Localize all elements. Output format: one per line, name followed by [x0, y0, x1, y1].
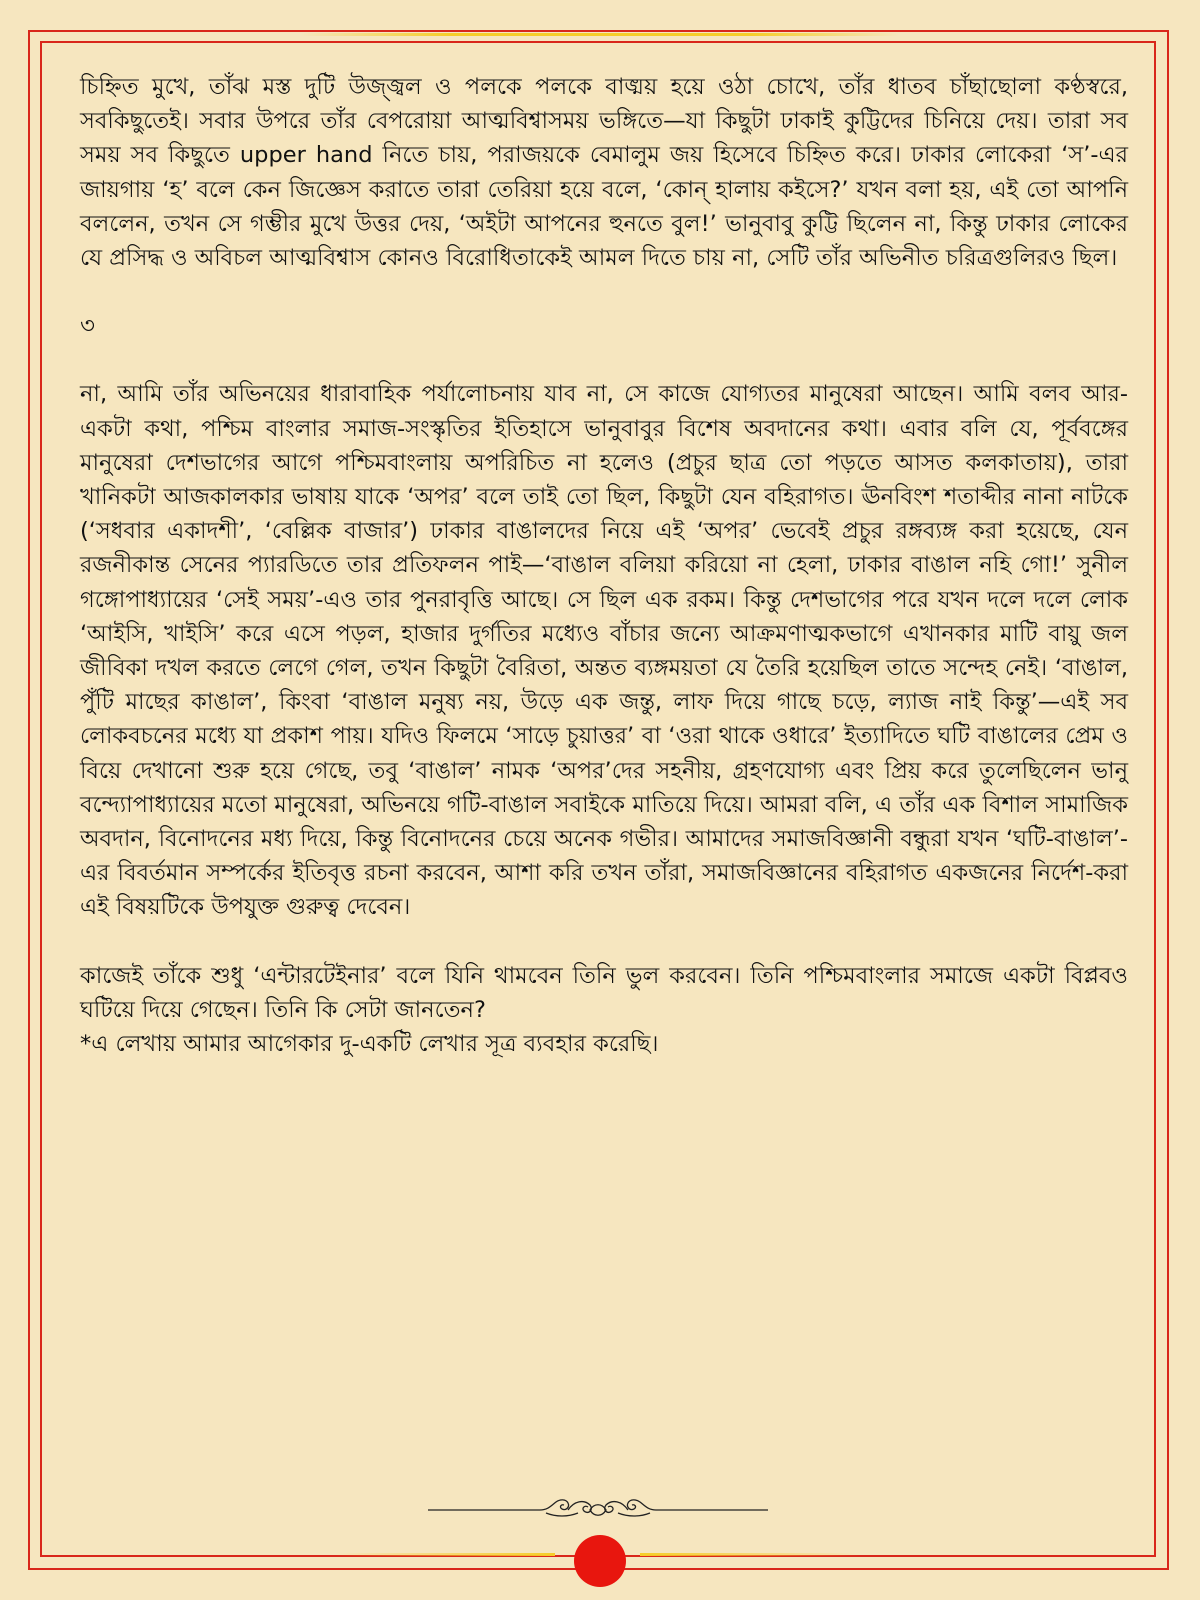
paragraph-3: কাজেই তাঁকে শুধু ‘এন্টারটেইনার’ বলে যিনি থামবেন তিনি ভুল করবেন। তিনি পশ্চিমবাংলার সমাজে একটা বিপ্লবও ঘটিয়ে দিয়ে গেছেন। তিনি কি সেটা জানতেন? — [80, 962, 1128, 1023]
bottom-gold-rule-left — [335, 1553, 555, 1556]
paragraph-spacer — [80, 343, 1128, 377]
bottom-gold-rule-right — [640, 1553, 860, 1556]
paragraph-2: না, আমি তাঁর অভিনয়ের ধারাবাহিক পর্যালোচনায় যাব না, সে কাজে যোগ্যতর মানুষেরা আছেন। আমি বলব আর-একটা কথা, পশ্চিম বাংলার সমাজ-সংস্কৃতির ইতিহাসে ভানুবাবুর বিশেষ অবদানের কথা। এবার বলি যে, পূর্ববঙ্গের মানুষেরা দেশভাগের আগে পশ্চিমবাংলায় অপরিচিত না হলেও (প্রচুর ছাত্র তো পড়তে আসত কলকাতায়), তারা খানিকটা আজকালকার ভাষায় যাকে ‘অপর’ বলে তাই তো ছিল, কিছুটা যেন বহিরাগত। ঊনবিংশ শতাব্দীর নানা নাটকে (‘সধবার একাদশী’, ‘বেল্লিক বাজার’) ঢাকার বাঙালদের নিয়ে এই ‘অপর’ ভেবেই প্রচুর রঙ্গব্যঙ্গ করা হয়েছে, যেন রজনীকান্ত সেনের প্যারডিতে তার প্রতিফলন পাই—‘বাঙাল বলিয়া করিয়ো না হেলা, ঢাকার বাঙাল নহি গো!’ সুনীল গঙ্গোপাধ্যায়ের ‘সেই সময়’-এও তার পুনরাবৃত্তি আছে। সে ছিল এক রকম। কিন্তু দেশভাগের পরে যখন দলে দলে লোক ‘আইসি, খাইসি’ করে এসে পড়ল, হাজার দুর্গতির মধ্যেও বাঁচার জন্যে আক্রমণাত্মকভাগে এখানকার মাটি বায়ু জল জীবিকা দখল করতে লেগে গেল, তখন কিছুটা বৈরিতা, অন্তত ব্যঙ্গময়তা যে তৈরি হয়েছিল তাতে সন্দেহ নেই। ‘বাঙাল, পুঁটি মাছের কাঙাল’, কিংবা ‘বাঙাল মনুষ্য নয়, উড়ে এক জন্তু, লাফ দিয়ে গাছে চড়ে, ল্যাজ নাই কিন্তু’—এই সব লোকবচনের মধ্যে যা প্রকাশ পায়। যদিও ফিলমে ‘সাড়ে চুয়াত্তর’ বা ‘ওরা থাকে ওধারে’ ইত্যাদিতে ঘটি বাঙালের প্রেম ও বিয়ে দেখানো শুরু হয়ে গেছে, তবু ‘বাঙাল’ নামক ‘অপর’দের সহনীয়, গ্রহণযোগ্য এবং প্রিয় করে তুলেছিলেন ভানু বন্দ্যোপাধ্যায়ের মতো মানুষেরা, অভিনয়ে গটি-বাঙাল সবাইকে মাতিয়ে দিয়ে। আমরা বলি, এ তাঁর এক বিশাল সামাজিক অবদান, বিনোদনের মধ্য দিয়ে, কিন্তু বিনোদনের চেয়ে অনেক গভীর। আমাদের সমাজবিজ্ঞানী বন্ধুরা যখন ‘ঘটি-বাঙাল’-এর বিবর্তমান সম্পর্কের ইতিবৃত্ত রচনা করবেন, আশা করি তখন তাঁরা, সমাজবিজ্ঞানের বহিরাগত একজনের নির্দেশ-করা এই বিষয়টিকে উপযুক্ত গুরুত্ব দেবেন। — [80, 381, 1128, 921]
flourish-divider-icon — [428, 1493, 768, 1523]
paragraph-spacer — [80, 925, 1128, 959]
paragraph-1: চিহ্নিত মুখে, তাঁঝ মস্ত দুটি উজ্জ্বল ও পলকে পলকে বাঙ্ময় হয়ে ওঠা চোখে, তাঁর ধাতব চাঁছাছোলা কণ্ঠস্বরে, সবকিছুতেই। সবার উপরে তাঁর বেপরোয়া আত্মবিশ্বাসময় ভঙ্গিতে—যা কিছুটা ঢাকাই কুট্টিদের চিনিয়ে দেয়। তারা সব সময় সব কিছুতে upper hand নিতে চায়, পরাজয়কে বেমালুম জয় হিসেবে চিহ্নিত করে। ঢাকার লোকেরা ‘স’-এর জায়গায় ‘হ’ বলে কেন জিজ্ঞেস করাতে তারা তেরিয়া হয়ে বলে, ‘কোন্‌ হালায় কইসে?’ যখন বলা হয়, এই তো আপনি বললেন, তখন সে গম্ভীর মুখে উত্তর দেয়, ‘অইটা আপনের হুনতে বুল!’ ভানুবাবু কুট্টি ছিলেন না, কিন্তু ঢাকার লোকের যে প্রসিদ্ধ ও অবিচল আত্মবিশ্বাস কোনও বিরোধিতাকেই আমল দিতে চায় না, সেটি তাঁর অভিনীত চরিত্রগুলিরও ছিল। — [80, 74, 1128, 272]
section-number: ৩ — [80, 313, 95, 340]
red-circle-icon — [574, 1535, 626, 1587]
paragraph-spacer — [80, 275, 1128, 309]
article-body — [80, 70, 1128, 1061]
footnote: *এ লেখায় আমার আগেকার দু-একটি লেখার সূত্র ব্যবহার করেছি। — [80, 1031, 659, 1058]
top-gold-rule — [300, 33, 900, 36]
